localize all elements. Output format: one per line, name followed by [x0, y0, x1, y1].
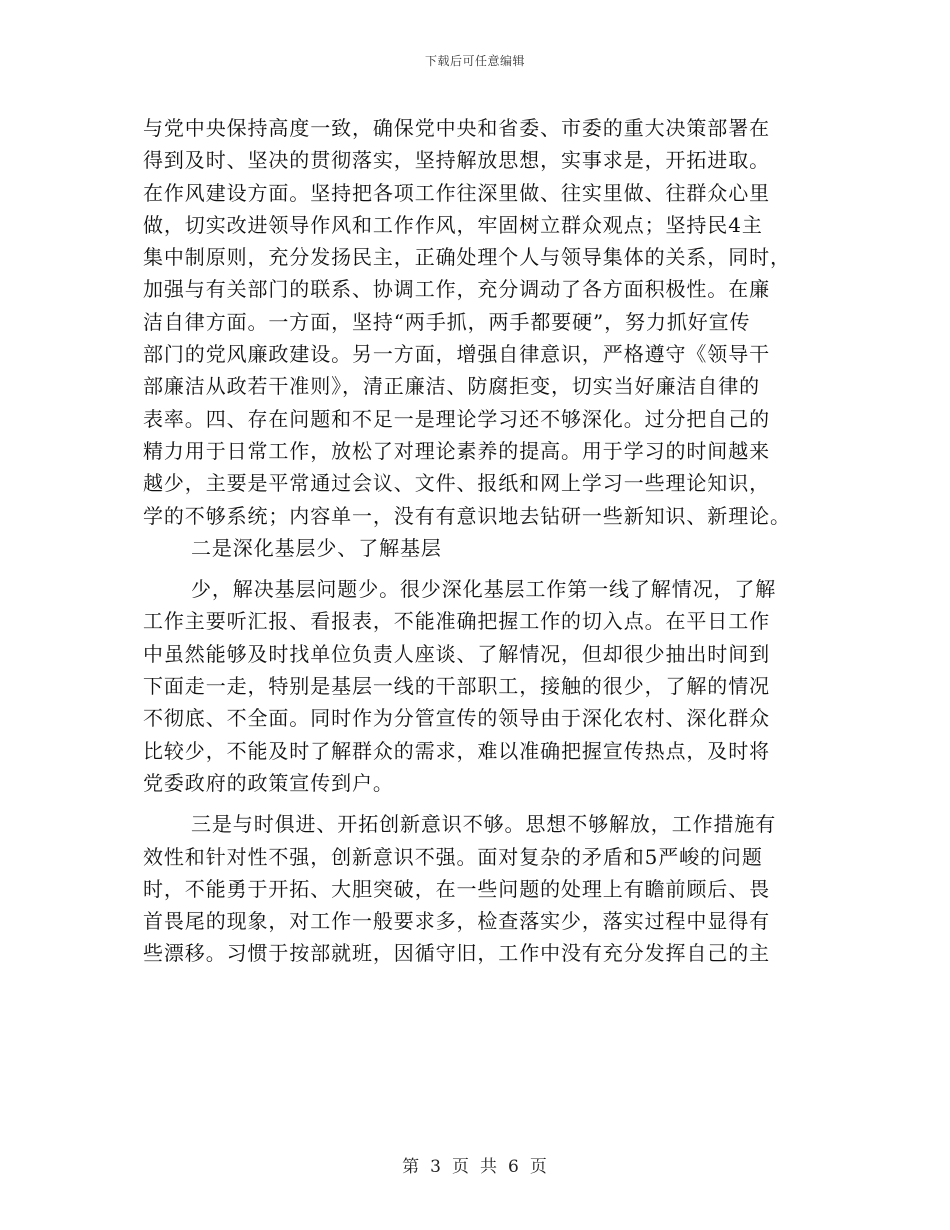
- text-line: 与党中央保持高度一致，确保党中央和省委、市委的重大决策部署在: [143, 116, 770, 140]
- text-line: 比较少，不能及时了解群众的需求，难以准确把握宣传热点，及时将: [143, 738, 770, 763]
- current-page-number: 3: [430, 1157, 442, 1177]
- text-line: 学的不够系统；内容单一，没有有意识地去钻研一些新知识、新理论。: [143, 503, 791, 528]
- text-line: 加强与有关部门的联系、协调工作，充分调动了各方面积极性。在廉: [143, 277, 770, 302]
- text-line: 首畏尾的现象，对工作一般要求多，检查落实少，落实过程中显得有: [143, 909, 770, 934]
- text-line: 表率。四、存在问题和不足一是理论学习还不够深化。过分把自己的: [143, 406, 770, 431]
- text-line: 下面走一走，特别是基层一线的干部职工，接触的很少，了解的情况: [143, 674, 770, 699]
- text-line: 做，切实改进领导作风和工作作风，牢固树立群众观点；坚持民4主: [143, 212, 763, 237]
- text-line: 工作主要听汇报、看报表，不能准确把握工作的切入点。在平日工作: [143, 609, 770, 634]
- total-pages-number: 6: [508, 1157, 520, 1177]
- footer-prefix: 第: [402, 1157, 421, 1177]
- text-line: 些漂移。习惯于按部就班，因循守旧，工作中没有充分发挥自己的主: [143, 941, 770, 966]
- page-footer: [0, 1152, 950, 1177]
- text-line: 党委政府的政策宣传到户。: [143, 770, 394, 795]
- page-header-note: 下载后可任意编辑: [424, 54, 525, 68]
- text-line: 得到及时、坚决的贯彻落实，坚持解放思想，实事求是，开拓进取。: [143, 148, 770, 173]
- text-line: 三是与时俱进、开拓创新意识不够。思想不够解放，工作措施有: [191, 812, 777, 837]
- text-line: 精力用于日常工作，放松了对理论素养的提高。用于学习的时间越来: [143, 438, 770, 463]
- footer-page-word: 页: [452, 1157, 470, 1177]
- text-line: 集中制原则，充分发扬民主，正确处理个人与领导集体的关系，同时，: [143, 245, 791, 270]
- text-line: 效性和针对性不强，创新意识不强。面对复杂的矛盾和5严峻的问题: [143, 844, 763, 869]
- text-line-heading: 二是深化基层少、了解基层: [191, 535, 442, 560]
- footer-total-word: 共: [480, 1157, 498, 1177]
- text-line: 部门的党风廉政建设。另一方面，增强自律意识，严格遵守《领导干: [143, 342, 770, 367]
- text-line: 在作风建设方面。坚持把各项工作往深里做、往实里做、往群众心里: [143, 180, 770, 205]
- footer-suffix: 页: [529, 1157, 548, 1177]
- text-line: 时，不能勇于开拓、大胆突破，在一些问题的处理上有瞻前顾后、畏: [143, 876, 770, 901]
- document-body: [143, 112, 811, 970]
- text-line: 部廉洁从政若干准则》，清正廉洁、防腐拒变，切实当好廉洁自律的: [143, 374, 760, 399]
- text-line: 越少，主要是平常通过会议、文件、报纸和网上学习一些理论知识，: [143, 471, 770, 496]
- text-line: 不彻底、不全面。同时作为分管宣传的领导由于深化农村、深化群众: [143, 706, 770, 731]
- text-line: 少，解决基层问题少。很少深化基层工作第一线了解情况，了解: [191, 577, 777, 602]
- text-line: 洁自律方面。一方面，坚持“两手抓，两手都要硬”，努力抓好宣传: [143, 309, 751, 334]
- text-line: 中虽然能够及时找单位负责人座谈、了解情况，但却很少抽出时间到: [143, 641, 770, 666]
